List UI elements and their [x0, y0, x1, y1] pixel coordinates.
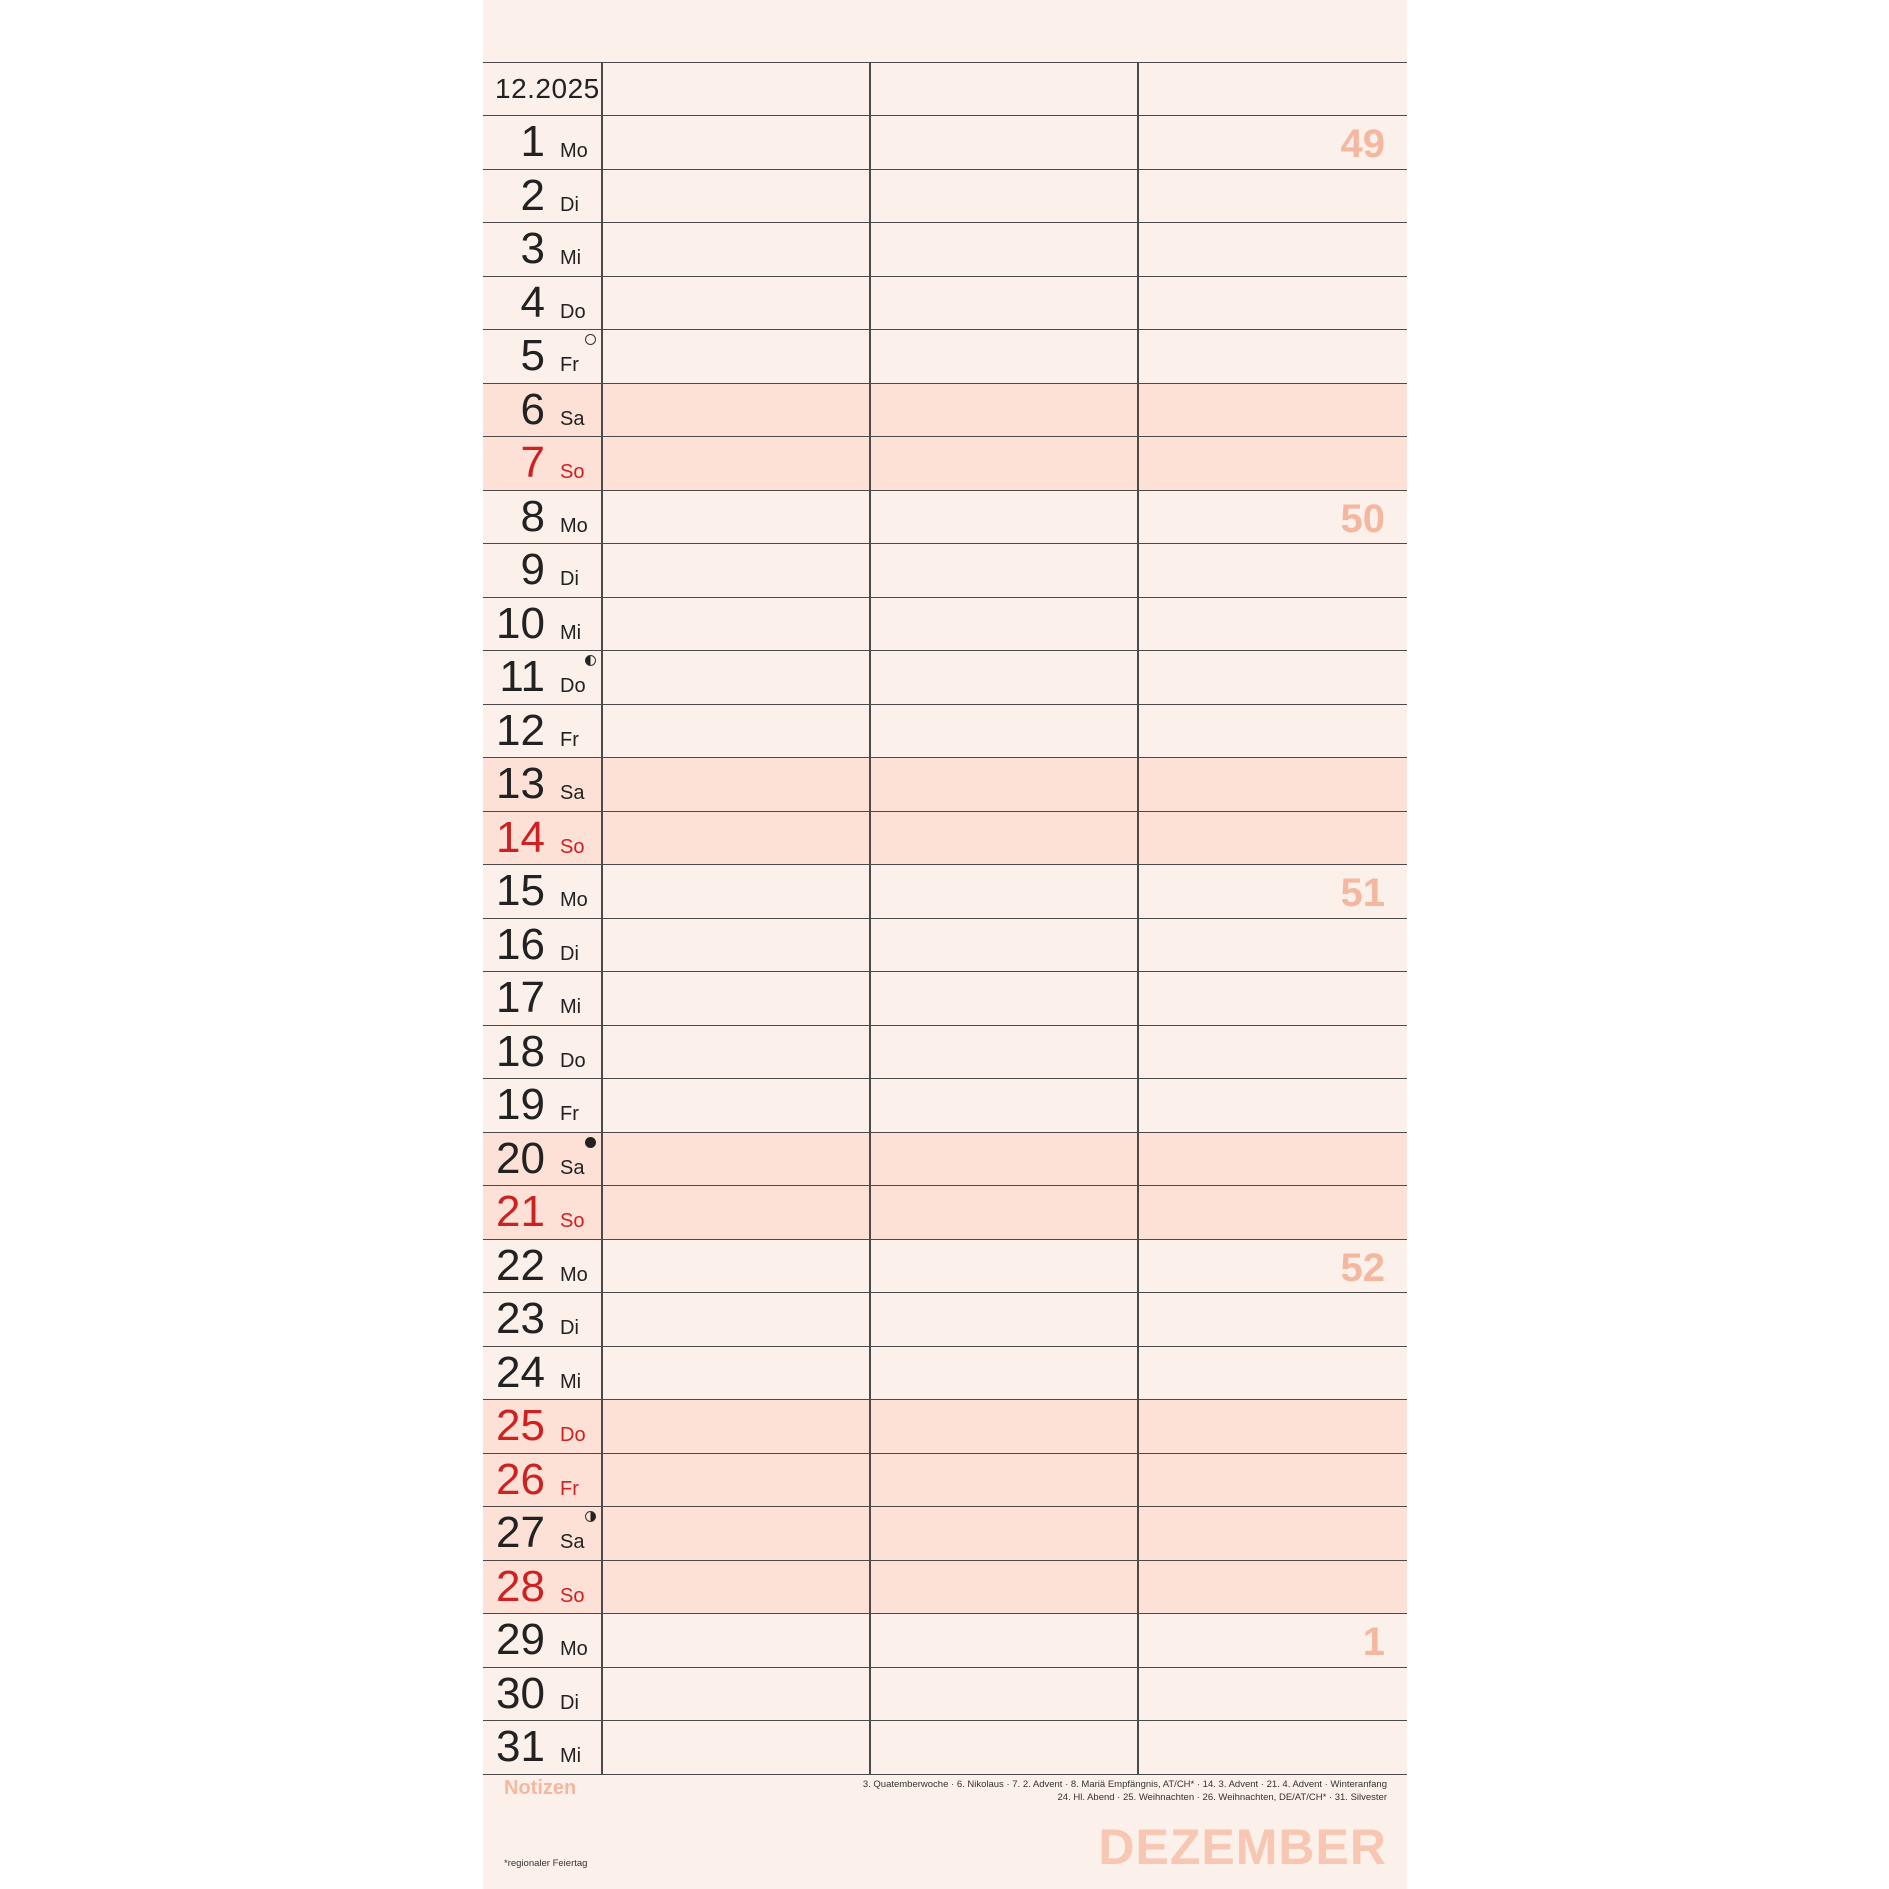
- column-divider: [1137, 651, 1139, 704]
- day-name: Mo: [560, 889, 588, 911]
- day-row[interactable]: [483, 384, 1407, 438]
- column-divider: [1137, 544, 1139, 597]
- holiday-notes-line: 3. Quatemberwoche · 6. Nikolaus · 7. 2. Advent · 8. Mariä Empfängnis, AT/CH* · 14. 3. Advent · 21. 4. Advent · Winteranfang: [862, 1779, 1387, 1790]
- day-row[interactable]: [483, 598, 1407, 652]
- day-row[interactable]: [483, 758, 1407, 812]
- day-number: 15: [496, 866, 545, 915]
- column-divider: [601, 1454, 603, 1507]
- column-divider: [1137, 1614, 1139, 1667]
- column-divider: [869, 1293, 871, 1346]
- column-divider: [601, 1400, 603, 1453]
- day-name: Fr: [560, 1477, 579, 1500]
- day-row[interactable]: [483, 1240, 1407, 1294]
- day-row[interactable]: [483, 277, 1407, 331]
- column-divider: [869, 1561, 871, 1614]
- column-divider: [869, 972, 871, 1025]
- column-divider: [601, 1079, 603, 1132]
- column-divider: [869, 1400, 871, 1453]
- day-row[interactable]: [483, 330, 1407, 384]
- column-divider: [1137, 812, 1139, 865]
- day-row[interactable]: [483, 1507, 1407, 1561]
- day-row[interactable]: [483, 812, 1407, 866]
- column-divider: [869, 598, 871, 651]
- day-number: 19: [496, 1080, 545, 1129]
- day-row[interactable]: [483, 1186, 1407, 1240]
- column-divider: [869, 1240, 871, 1293]
- column-divider: [869, 544, 871, 597]
- day-row[interactable]: [483, 1721, 1407, 1775]
- column-divider: [869, 651, 871, 704]
- day-number: 29: [496, 1615, 545, 1664]
- day-row[interactable]: [483, 1614, 1407, 1668]
- week-number: 52: [1340, 1245, 1385, 1290]
- column-divider: [601, 1561, 603, 1614]
- day-name: Mo: [560, 1263, 588, 1286]
- day-name: Mi: [560, 247, 582, 269]
- week-number: 49: [1340, 122, 1385, 166]
- week-number: 1: [1362, 1620, 1385, 1664]
- day-number: 28: [496, 1561, 545, 1611]
- day-number: 31: [496, 1722, 545, 1771]
- day-name: Di: [560, 942, 579, 965]
- month-year-label: 12.2025: [495, 73, 600, 104]
- column-divider: [601, 170, 603, 223]
- column-divider: [1137, 1454, 1139, 1507]
- day-number: 21: [496, 1187, 545, 1236]
- day-row[interactable]: [483, 437, 1407, 491]
- column-divider: [601, 972, 603, 1025]
- column-divider: [601, 491, 603, 544]
- holiday-notes: [827, 1778, 1387, 1804]
- day-name: Do: [560, 300, 586, 323]
- day-number: 20: [496, 1133, 545, 1183]
- day-name: Sa: [560, 407, 585, 430]
- day-name: Mo: [560, 140, 588, 162]
- column-divider: [601, 705, 603, 758]
- day-rows: [483, 116, 1407, 1775]
- day-name: Do: [560, 675, 586, 697]
- column-divider: [601, 116, 603, 169]
- column-divider: [869, 1507, 871, 1560]
- day-number: 10: [496, 598, 545, 648]
- column-divider: [1137, 1133, 1139, 1186]
- day-name: Sa: [560, 782, 585, 804]
- column-divider: [601, 1347, 603, 1400]
- day-name: Mo: [560, 1638, 588, 1660]
- column-divider: [601, 598, 603, 651]
- day-name: Fr: [560, 728, 579, 751]
- column-divider: [869, 491, 871, 544]
- column-divider: [601, 63, 603, 115]
- column-divider: [601, 758, 603, 811]
- column-divider: [1137, 1561, 1139, 1614]
- day-row[interactable]: [483, 1293, 1407, 1347]
- column-divider: [601, 865, 603, 918]
- day-number: 23: [496, 1294, 545, 1343]
- column-divider: [1137, 972, 1139, 1025]
- column-divider: [869, 1668, 871, 1721]
- day-row[interactable]: [483, 544, 1407, 598]
- column-divider: [869, 437, 871, 490]
- day-row[interactable]: [483, 1133, 1407, 1187]
- calendar-page: [483, 0, 1407, 1889]
- column-divider: [1137, 170, 1139, 223]
- column-divider: [869, 1133, 871, 1186]
- column-divider: [601, 1668, 603, 1721]
- column-divider: [869, 1026, 871, 1079]
- column-divider: [601, 1186, 603, 1239]
- column-divider: [1137, 1400, 1139, 1453]
- column-divider: [869, 384, 871, 437]
- column-divider: [1137, 491, 1139, 544]
- day-row[interactable]: [483, 223, 1407, 277]
- column-divider: [869, 330, 871, 383]
- day-number: 22: [496, 1240, 545, 1290]
- day-number: 24: [496, 1347, 545, 1397]
- column-divider: [869, 919, 871, 972]
- column-divider: [1137, 63, 1139, 115]
- day-name: Mi: [560, 1370, 582, 1393]
- column-divider: [1137, 1293, 1139, 1346]
- day-name: Di: [560, 1691, 579, 1714]
- day-name: Mo: [560, 514, 588, 537]
- holiday-notes-line: 24. Hl. Abend · 25. Weihnachten · 26. Weihnachten, DE/AT/CH* · 31. Silvester: [1057, 1792, 1387, 1803]
- column-divider: [869, 1347, 871, 1400]
- column-divider: [869, 758, 871, 811]
- day-row[interactable]: [483, 1668, 1407, 1722]
- notes-label: Notizen: [504, 1777, 577, 1799]
- day-number: 8: [520, 491, 545, 541]
- day-number: 7: [520, 438, 545, 487]
- day-name: Fr: [560, 354, 579, 376]
- day-name: So: [560, 461, 585, 483]
- day-name: Di: [560, 568, 579, 590]
- day-row[interactable]: [483, 491, 1407, 545]
- day-row[interactable]: [483, 1561, 1407, 1615]
- day-row[interactable]: [483, 116, 1407, 170]
- column-divider: [869, 223, 871, 276]
- column-divider: [601, 277, 603, 330]
- column-divider: [869, 1079, 871, 1132]
- day-number: 27: [496, 1508, 545, 1557]
- day-row[interactable]: [483, 919, 1407, 973]
- column-divider: [869, 812, 871, 865]
- column-divider: [1137, 384, 1139, 437]
- calendar-grid: [483, 62, 1407, 1775]
- day-name: Mi: [560, 1745, 582, 1767]
- day-number: 1: [520, 117, 545, 166]
- column-divider: [869, 705, 871, 758]
- column-divider: [1137, 758, 1139, 811]
- day-row[interactable]: [483, 1079, 1407, 1133]
- day-row[interactable]: [483, 1347, 1407, 1401]
- column-divider: [869, 1721, 871, 1774]
- header-row: [483, 62, 1407, 116]
- day-number: 4: [520, 277, 545, 327]
- column-divider: [869, 116, 871, 169]
- day-number: 26: [496, 1454, 545, 1504]
- column-divider: [869, 1454, 871, 1507]
- column-divider: [601, 919, 603, 972]
- day-number: 14: [496, 812, 545, 862]
- column-divider: [601, 330, 603, 383]
- day-row[interactable]: [483, 1026, 1407, 1080]
- week-number: 51: [1340, 871, 1385, 915]
- column-divider: [1137, 865, 1139, 918]
- day-number: 30: [496, 1668, 545, 1718]
- column-divider: [601, 384, 603, 437]
- day-row[interactable]: [483, 651, 1407, 705]
- day-number: 25: [496, 1401, 545, 1450]
- day-number: 13: [496, 759, 545, 808]
- day-name: So: [560, 1584, 585, 1607]
- first-quarter-moon-icon: [585, 1511, 596, 1522]
- day-name: Mi: [560, 621, 582, 644]
- full-moon-icon: [585, 334, 596, 345]
- column-divider: [601, 1240, 603, 1293]
- column-divider: [1137, 1240, 1139, 1293]
- column-divider: [1137, 1079, 1139, 1132]
- column-divider: [1137, 705, 1139, 758]
- day-number: 6: [520, 384, 545, 434]
- new-moon-icon: [585, 1137, 596, 1148]
- day-number: 11: [499, 652, 545, 701]
- day-name: Do: [560, 1049, 586, 1072]
- column-divider: [1137, 598, 1139, 651]
- day-row[interactable]: [483, 972, 1407, 1026]
- day-row[interactable]: [483, 705, 1407, 759]
- column-divider: [601, 1721, 603, 1774]
- day-number: 16: [496, 919, 545, 969]
- column-divider: [1137, 1721, 1139, 1774]
- day-name: Di: [560, 1317, 579, 1339]
- column-divider: [1137, 1507, 1139, 1560]
- column-divider: [601, 544, 603, 597]
- column-divider: [1137, 919, 1139, 972]
- column-divider: [1137, 116, 1139, 169]
- column-divider: [869, 170, 871, 223]
- day-number: 12: [496, 705, 545, 755]
- day-row[interactable]: [483, 170, 1407, 224]
- column-divider: [1137, 330, 1139, 383]
- column-divider: [1137, 277, 1139, 330]
- column-divider: [601, 437, 603, 490]
- day-row[interactable]: [483, 1454, 1407, 1508]
- column-divider: [1137, 1668, 1139, 1721]
- column-divider: [601, 1507, 603, 1560]
- column-divider: [1137, 1186, 1139, 1239]
- day-number: 2: [520, 170, 545, 220]
- last-quarter-moon-icon: [585, 655, 596, 666]
- day-name: Di: [560, 193, 579, 216]
- day-name: Sa: [560, 1531, 585, 1553]
- column-divider: [1137, 1347, 1139, 1400]
- column-divider: [869, 63, 871, 115]
- day-row[interactable]: [483, 1400, 1407, 1454]
- column-divider: [601, 1133, 603, 1186]
- day-number: 3: [520, 224, 545, 273]
- day-number: 17: [496, 973, 545, 1022]
- column-divider: [601, 1026, 603, 1079]
- column-divider: [601, 812, 603, 865]
- day-name: Fr: [560, 1103, 579, 1125]
- column-divider: [869, 1186, 871, 1239]
- day-name: So: [560, 1210, 585, 1232]
- day-number: 5: [520, 331, 545, 380]
- column-divider: [1137, 223, 1139, 276]
- column-divider: [869, 277, 871, 330]
- footnote: *regionaler Feiertag: [504, 1858, 588, 1869]
- day-name: So: [560, 835, 585, 858]
- column-divider: [1137, 437, 1139, 490]
- month-name: DEZEMBER: [1098, 1819, 1387, 1875]
- day-number: 18: [496, 1026, 545, 1076]
- column-divider: [601, 651, 603, 704]
- column-divider: [869, 865, 871, 918]
- column-divider: [601, 1614, 603, 1667]
- day-number: 9: [520, 545, 545, 594]
- day-row[interactable]: [483, 865, 1407, 919]
- day-name: Do: [560, 1424, 586, 1446]
- column-divider: [601, 1293, 603, 1346]
- day-name: Sa: [560, 1156, 585, 1179]
- column-divider: [1137, 1026, 1139, 1079]
- week-number: 50: [1340, 496, 1385, 541]
- column-divider: [869, 1614, 871, 1667]
- day-name: Mi: [560, 996, 582, 1018]
- column-divider: [601, 223, 603, 276]
